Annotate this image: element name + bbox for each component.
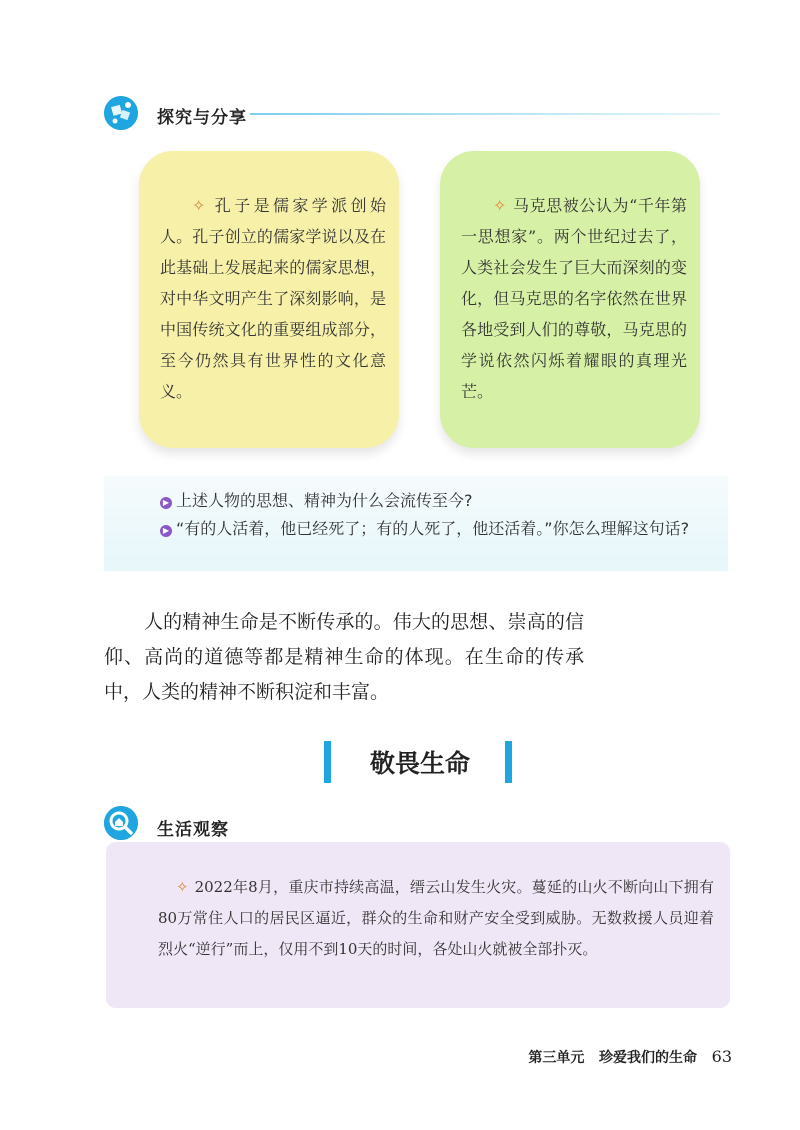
page-number: 63 [711,1047,732,1066]
observation-panel [106,842,730,1008]
section-title: 生活观察 [157,820,229,840]
marx-card [440,151,700,448]
diamond-icon: ✧ [493,196,507,215]
diamond-icon: ✧ [176,878,189,896]
cubes-icon [104,96,138,130]
section-divider [250,113,720,115]
question-text: 上述人物的思想、精神为什么会流传至今? [176,491,473,510]
question-item [160,516,689,539]
observation-text [158,872,714,965]
card-text [160,190,386,407]
play-bullet-icon: ▶ [160,525,172,537]
question-item [160,488,473,511]
play-bullet-icon: ▶ [160,497,172,509]
heading-bar-right [505,741,512,783]
heading-bar-left [324,741,331,783]
diamond-icon: ✧ [192,196,206,215]
page-footer [520,1047,732,1067]
question-panel [104,476,728,571]
observation-body: 2022年8月，重庆市持续高温，缙云山发生火灾。蔓延的山火不断向山下拥有80万常住人口的居民区逼近，群众的生命和财产安全受到威胁。无数救援人员迎着烈火“逆行”而上，仅用不到10天的时间，各处山火就被全部扑灭。 [158,878,714,958]
card-body: 孔子是儒家学派创始人。孔子创立的儒家学说以及在此基础上发展起来的儒家思想，对中华文明产生了深刻影响，是中国传统文化的重要组成部分，至今仍然具有世界性的文化意义。 [160,196,386,401]
confucius-card [139,151,399,448]
footer-title: 珍爱我们的生命 [599,1050,698,1066]
card-body: 马克思被公认为“千年第一思想家”。两个世纪过去了，人类社会发生了巨大而深刻的变化，但马克思的名字依然在世界各地受到人们的尊敬，马克思的学说依然闪烁着耀眼的真理光芒。 [461,196,687,401]
section-title: 探究与分享 [157,108,247,128]
magnifier-house-icon [104,806,138,840]
body-paragraph: 人的精神生命是不断传承的。伟大的思想、崇高的信仰、高尚的道德等都是精神生命的体现。在生命的传承中，人类的精神不断积淀和丰富。 [104,611,584,703]
section-heading: 敬畏生命 [369,749,470,778]
footer-unit: 第三单元 [528,1050,585,1066]
card-text [461,190,687,407]
question-text: “有的人活着，他已经死了；有的人死了，他还活着。”你怎么理解这句话? [176,519,690,538]
